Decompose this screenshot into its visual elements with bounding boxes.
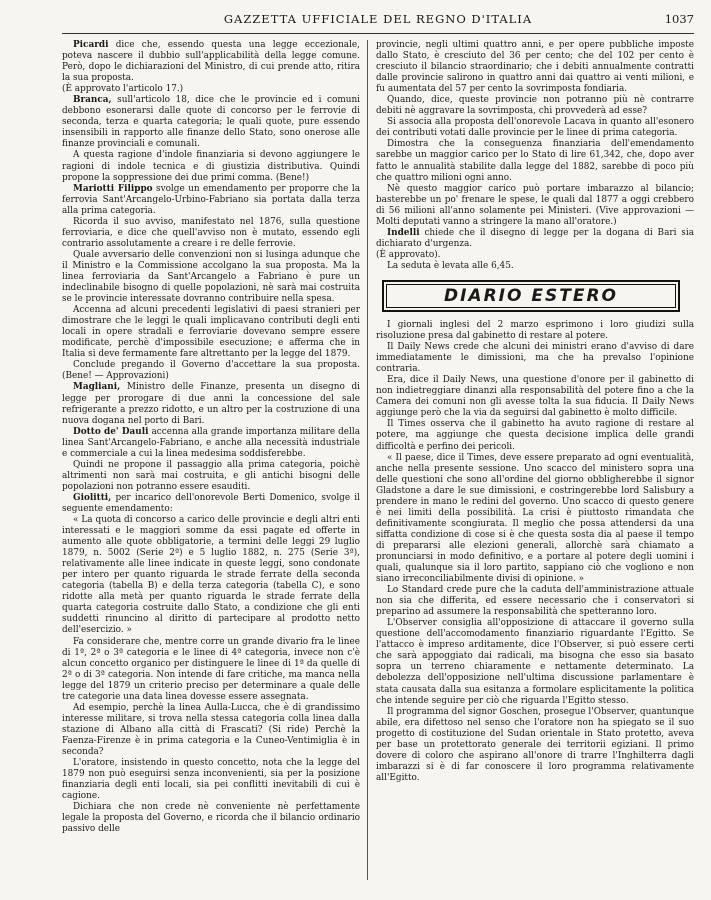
paragraph bbox=[62, 217, 360, 250]
paragraph-text: svolge un emendamento per proporre che la ferrovia Sant'Arcangelo-Urbino-Fabriano sia portata dalla terza alla prima categoria. bbox=[62, 183, 360, 216]
paragraph bbox=[376, 707, 694, 784]
paragraph-text: per incarico dell'onorevole Berti Domenico, svolge il seguente emendamento: bbox=[62, 492, 360, 514]
paragraph-text: dice che, essendo questa una legge eccezionale, poteva nascere il dubbio sull'applicabilità della legge comune. Però, dopo le dichiarazioni del Ministro, di cui prende atto, ritira la sua proposta. bbox=[62, 40, 360, 84]
paragraph bbox=[62, 758, 360, 802]
paragraph bbox=[62, 637, 360, 703]
paragraph-text: Lo Standard crede pure che la caduta dell'amministrazione attuale non sia che differita, ed essere necessario che i conservatori si preparino ad assumere la responsabilità che spetteranno loro. bbox=[376, 585, 694, 618]
speaker-name: Indelli bbox=[387, 227, 420, 238]
paragraph-text: Dichiara che non crede nè conveniente nè perfettamente legale la proposta del Governo, e ricorda che il bilancio ordinario passivo delle bbox=[62, 802, 360, 835]
paragraph-text: Conclude pregando il Governo d'accettare la sua proposta. (Bene! — Approvazioni) bbox=[62, 360, 360, 382]
paragraph bbox=[62, 95, 360, 150]
paragraph-text: A questa ragione d'indole finanziaria si devono aggiungere le ragioni di indole tecnica e di giustizia distributiva. Quindi propone la soppressione dei due primi comma. (Bene!) bbox=[62, 150, 360, 183]
paragraph bbox=[62, 382, 360, 426]
speaker-name: Mariotti Filippo bbox=[73, 183, 153, 194]
left-column bbox=[62, 40, 360, 890]
right-column bbox=[376, 40, 694, 890]
paragraph-text: sull'articolo 18, dice che le provincie ed i comuni debbono esonerarsi dalle quote di concorso per le ferrovie di seconda, terza e quarta categoria; le quali quote, pure essendo insensibili in rapporto alle finanze dello Stato, sono onerose alle finanze provinciali e comunali. bbox=[62, 95, 360, 150]
paragraph bbox=[62, 305, 360, 360]
right-column-top bbox=[376, 40, 694, 272]
speaker-name: Picardi bbox=[73, 40, 109, 50]
paragraph-text: Accenna ad alcuni precedenti legislativi di paesi stranieri per dimostrare che le leggi le quali implicavano contributi degli enti locali in opere stradali e ferroviarie dovevano sempre essere modificate, perchè d'impossibile esecuzione; e afferma che in Italia si deve fermamente fare altrettanto per la legge del 1879. bbox=[62, 305, 360, 360]
paragraph-text: Nè questo maggior carico può portare imbarazzo al bilancio; basterebbe un po' frenare le spese, le quali dal 1877 a oggi crebbero di 56 milioni all'anno solamente pei Ministeri. (Vive approvazioni — Molti deputati vanno a stringere la mano all'oratore.) bbox=[376, 183, 694, 227]
paragraph bbox=[376, 585, 694, 618]
paragraph bbox=[62, 703, 360, 758]
paragraph bbox=[376, 95, 694, 117]
paragraph-text: « La quota di concorso a carico delle provincie e degli altri enti interessati e le maggiori somme da essi pagate ed offerte in aumento alle quote obbligatorie, a termini delle leggi 29 luglio 1879, n. 5002 (Serie 2ª) e 5 luglio 1882, n. 275 (Serie 3ª), relativamente alle linee indicate in queste leggi, sono condonate per intero per quanto riguarda le strade ferrate della seconda categoria (tabella B) e della terza categoria (tabella C), e sono ridotte alla metà per quanto riguarda le strade ferrate della quarta categoria costruite dallo Stato, a condizione che gli enti suddetti rinuncino al diritto di partecipare al prodotto netto dell'esercizio. » bbox=[62, 515, 360, 636]
speaker-name: Branca, bbox=[73, 95, 112, 106]
paragraph-text: Quindi ne propone il passaggio alla prima categoria, poichè altrimenti non sarà mai costruita, e gli antichi bisogni delle popolazioni non potranno essere esauditi. bbox=[62, 459, 360, 492]
paragraph bbox=[376, 342, 694, 375]
paragraph-text: L'oratore, insistendo in questo concetto, nota che la legge del 1879 non può eseguirsi senza inconvenienti, sia per la posizione finanziaria degli enti locali, sia pei conflitti inevitabili di cui è cagione. bbox=[62, 758, 360, 802]
paragraph-text: Era, dice il Daily News, una questione d'onore per il gabinetto di non indietreggiare dinanzi alla responsabilità del potere fino a che la Camera dei comuni non gli avesse tolta la sua fiducia. Il Daily News aggiunge però che la via da seguirsi dal gabinetto è molto difficile. bbox=[376, 375, 694, 419]
speaker-name: Dotto de' Dauli bbox=[73, 426, 149, 437]
paragraph-text: Quale avversario delle convenzioni non si lusinga adunque che il Ministro e la Commissione accolgano la sua proposta. Ma la linea ferroviaria da Sant'Arcangelo a Fabriano è pure un indeclinabile bisogno di quelle popolazioni, nè sarà mai costruita se le provincie interessate dovranno contribuire nella spesa. bbox=[62, 249, 360, 305]
paragraph-text: Ministro delle Finanze, presenta un disegno di legge per prorogare di due anni la concessione del sale refrigerante a prezzo ridotto, e un altro per la costruzione di una nuova dogana nel porto di Bari. bbox=[62, 382, 360, 426]
paragraph bbox=[62, 460, 360, 493]
speaker-name: Magliani, bbox=[73, 382, 121, 393]
paragraph bbox=[62, 802, 360, 835]
paragraph-text: Dimostra che la conseguenza finanziaria dell'emendamento sarebbe un maggior carico per lo Stato di lire 61,342, che, dopo aver fatto le annualità stabilite dalla legge del 1882, sarebbe di poco più che quattro milioni ogni anno. bbox=[376, 139, 694, 183]
paragraph bbox=[376, 184, 694, 228]
paragraph bbox=[376, 618, 694, 706]
right-column-bottom bbox=[376, 320, 694, 784]
column-divider bbox=[367, 40, 368, 880]
paragraph-text: I giornali inglesi del 2 marzo esprimono i loro giudizi sulla risoluzione presa dal gabinetto di restare al potere. bbox=[376, 319, 694, 342]
paragraph bbox=[62, 184, 360, 217]
paragraph-text: accenna alla grande importanza militare della linea Sant'Arcangelo-Fabriano, e anche alla necessità industriale e commerciale a cui la linea medesima soddisferebbe. bbox=[62, 426, 360, 459]
paragraph bbox=[62, 84, 360, 95]
header-rule bbox=[62, 33, 694, 34]
paragraph-text: provincie, negli ultimi quattro anni, e per opere pubbliche imposte dallo Stato, è cresciuto del 36 per cento; che del 102 per cento è cresciuto il bilancio straordinario; che i debiti annualmente contratti dalle provincie salirono in quattro anni dai quattro ai venti milioni, e fu aumentata del 57 per cento la sovrimposta fondiaria. bbox=[376, 40, 694, 95]
paragraph bbox=[62, 360, 360, 382]
paragraph-text: Il Daily News crede che alcuni dei ministri erano d'avviso di dare immediatamente le dimissioni, ma che ha prevalso l'opinione contraria. bbox=[376, 342, 694, 375]
paragraph bbox=[62, 250, 360, 305]
paragraph-text: Ricorda il suo avviso, manifestato nel 1876, sulla questione ferroviaria, e dice che quell'avviso non è mutato, essendo egli contrario assolutamente a creare i re delle ferrovie. bbox=[62, 216, 360, 249]
paragraph bbox=[376, 228, 694, 250]
paragraph-text: Fa considerare che, mentre corre un grande divario fra le linee di 1ª, 2ª o 3ª categoria e le linee di 4ª categoria, invece non c'è alcun concetto organico per distinguere le linee di 1ª da quelle di 2ª o di 3ª categoria. Non intende di fare critiche, ma manca nella legge del 1879 un criterio preciso per determinare a quale delle tre categorie una data linea dovesse essere assegnata. bbox=[62, 636, 360, 702]
paragraph bbox=[376, 261, 694, 272]
paragraph bbox=[62, 40, 360, 84]
paragraph-text: (È approvato). bbox=[376, 249, 441, 260]
page-header bbox=[62, 12, 694, 30]
paragraph-text: Il Times osserva che il gabinetto ha avuto ragione di restare al potere, ma aggiunge che questa decisione implica delle grandi difficoltà e perfino dei pericoli. bbox=[376, 419, 694, 452]
paragraph bbox=[62, 493, 360, 515]
paragraph-text: Si associa alla proposta dell'onorevole Lacava in quanto all'esonero dei contributi votati dalle provincie per le linee di prima categoria. bbox=[376, 117, 694, 139]
paragraph bbox=[376, 320, 694, 342]
paragraph bbox=[376, 453, 694, 586]
paragraph bbox=[376, 250, 694, 261]
section-title-box bbox=[382, 280, 680, 312]
paragraph bbox=[376, 139, 694, 183]
paragraph bbox=[62, 515, 360, 637]
paragraph bbox=[376, 117, 694, 139]
paragraph-text: (È approvato l'articolo 17.) bbox=[62, 84, 184, 95]
paragraph-text: chiede che il disegno di legge per la dogana di Bari sia dichiarato d'urgenza. bbox=[376, 227, 694, 249]
paragraph-text: La seduta è levata alle 6,45. bbox=[387, 260, 514, 271]
paragraph-text: « Il paese, dice il Times, deve essere preparato ad ogni eventualità, anche nella presente sessione. Uno scacco del ministero sopra una delle questioni che sono all'ordine del giorno obbligherebbe il signor Gladstone a dare le sue dimissioni, e costringerebbe lord Salisbury a prendere in mano le redini del governo. Uno scacco di questo genere è nei limiti della possibilità. La crisi è piuttosto rimandata che definitivamente scongiurata. Il meglio che possa attendersi da una siffatta condizione di cose si è che questa sosta dia al paese il tempo di prepararsi alle elezioni generali, allorchè sarà chiamato a pronunciarsi in modo definitivo, e a portare al potere degli uomini i quali, qualunque sia il loro partito, sappiano ciò che vogliono e non siano irreconciliabilmente divisi di opinione. » bbox=[376, 452, 694, 585]
section-title: DIARIO ESTERO bbox=[444, 285, 618, 306]
speaker-name: Giolitti, bbox=[73, 492, 112, 503]
paragraph bbox=[376, 375, 694, 419]
paragraph-text: L'Observer consiglia all'opposizione di attaccare il governo sulla questione dell'accomodamento finanziario riguardante l'Egitto. Se l'attacco è impreso arditamente, dice l'Observer, si può essere certi che sarà appoggiato dai radicali, ma bisogna che esso sia basato sopra un terreno chiaramente e nettamente determinato. La debolezza dell'opposizione nell'ultima discussione parlamentare è stata causata dalla sua esitanza a formolare esplicitamente la politica che intende seguire per ciò che riguarda l'Egitto stesso. bbox=[376, 618, 694, 706]
page-number: 1037 bbox=[664, 12, 694, 26]
paragraph-text: Quando, dice, queste provincie non potranno più nè contrarre debiti nè aggravare la sovrimposta, chi provvederà ad esse? bbox=[376, 95, 694, 117]
paragraph bbox=[62, 150, 360, 183]
paragraph-text: Il programma del signor Goschen, prosegue l'Observer, quantunque abile, era difettoso nel senso che l'oratore non ha spiegato se il suo progetto di costituzione del Sudan orientale in Stato protetto, aveva per base un protettorato generale dei territorii egiziani. Il primo dovere di coloro che aspirano all'onore di trarre l'Inghilterra dagli imbarazzi si è di far conoscere il loro programma relativamente all'Egitto. bbox=[376, 706, 694, 783]
paragraph bbox=[376, 419, 694, 452]
newspaper-title: GAZZETTA UFFICIALE DEL REGNO D'ITALIA bbox=[223, 12, 533, 26]
paragraph bbox=[376, 40, 694, 95]
paragraph-text: Ad esempio, perchè la linea Aulla-Lucca, che è di grandissimo interesse militare, si trova nella stessa categoria colla linea dalla stazione di Albano alla città di Frascati? (Si ride) Perchè la Faenza-Firenze è in prima categoria e la Cuneo-Ventimiglia è in seconda? bbox=[62, 702, 360, 757]
paragraph bbox=[62, 427, 360, 460]
